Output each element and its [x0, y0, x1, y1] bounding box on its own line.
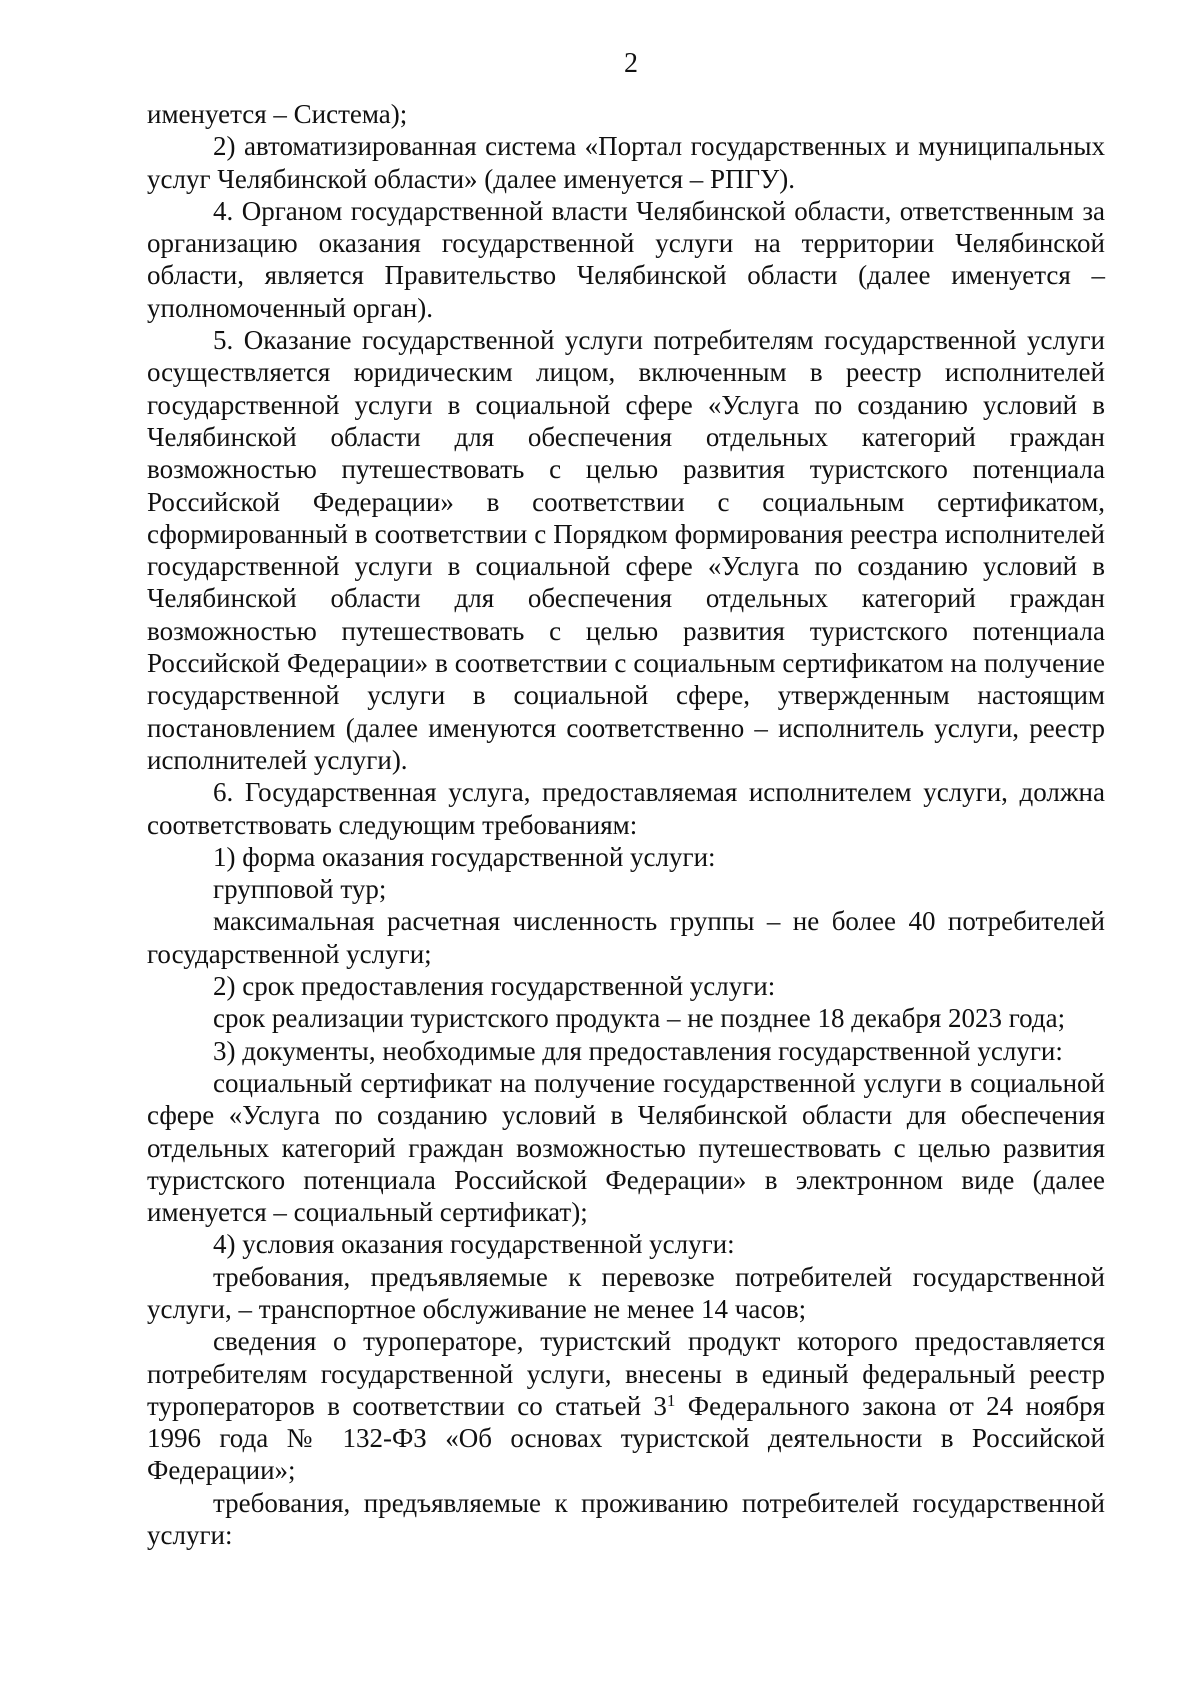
- paragraph: требования, предъявляемые к проживанию потребителей государственной услуги:: [147, 1487, 1105, 1551]
- paragraph: групповой тур;: [213, 874, 387, 905]
- paragraph: 1) форма оказания государственной услуги:: [213, 841, 716, 872]
- paragraph: требования, предъявляемые к перевозке потребителей государственной услуги, – транспортное обслуживание не менее 14 часов;: [147, 1261, 1105, 1324]
- paragraph: социальный сертификат на получение государственной услуги в социальной сфере «Услуга по созданию условий в Челябинской области для обеспечения отдельных категорий граждан возможностью путешествовать с целью развития туристского потенциала Российской Федерации» в электронном виде (далее именуется – социальный сертификат);: [147, 1067, 1105, 1228]
- paragraph: именуется – Система);: [147, 99, 408, 129]
- paragraph: 4) условия оказания государственной услуги:: [213, 1229, 735, 1260]
- document-body: [147, 98, 1105, 1551]
- paragraph: 3) документы, необходимые для предоставления государственной услуги:: [213, 1035, 1063, 1066]
- paragraph: 2) срок предоставления государственной услуги:: [213, 971, 776, 1002]
- page-number: 2: [624, 48, 638, 79]
- paragraph: 4. Органом государственной власти Челябинской области, ответственным за организацию оказания государственной услуги на территории Челябинской области, является Правительство Челябинской области (далее именуется – уполномоченный орган).: [147, 195, 1105, 323]
- touroperator-paragraph: [147, 1325, 1105, 1486]
- paragraph-text: сведения о туроператоре, туристский продукт которого предоставляется потребителям государственной услуги, внесены в единый федеральный реестр туроператоров в соответствии со статьей 3: [147, 1326, 1105, 1421]
- paragraph-text: Федерального закона от 24 ноября 1996 года № 132-ФЗ «Об основах туристской деятельности в Российской Федерации»;: [147, 1390, 1106, 1486]
- paragraph: максимальная расчетная численность группы – не более 40 потребителей государственной услуги;: [147, 906, 1105, 969]
- paragraph: 6. Государственная услуга, предоставляемая исполнителем услуги, должна соответствовать следующим требованиям:: [147, 777, 1105, 840]
- paragraph: срок реализации туристского продукта – не позднее 18 декабря 2023 года;: [213, 1003, 1066, 1034]
- paragraph: 2) автоматизированная система «Портал государственных и муниципальных услуг Челябинской области» (далее именуется – РПГУ).: [147, 131, 1105, 194]
- paragraph: 5. Оказание государственной услуги потребителям государственной услуги осуществляется юридическим лицом, включенным в реестр исполнителей государственной услуги в социальной сфере «Услуга по созданию условий в Челябинской области для обеспечения отдельных категорий граждан возможностью путешествовать с целью развития туристского потенциала Российской Федерации» в соответствии с социальным сертификатом, сформированный в соответствии с Порядком формирования реестра исполнителей государственной услуги в социальной сфере «Услуга по созданию условий в Челябинской области для обеспечения отдельных категорий граждан возможностью путешествовать с целью развития туристского потенциала Российской Федерации» в соответствии с социальным сертификатом на получение государственной услуги в социальной сфере, утвержденным настоящим постановлением (далее именуются соответственно – исполнитель услуги, реестр исполнителей услуги).: [147, 325, 1105, 775]
- superscript: 1: [666, 1390, 676, 1410]
